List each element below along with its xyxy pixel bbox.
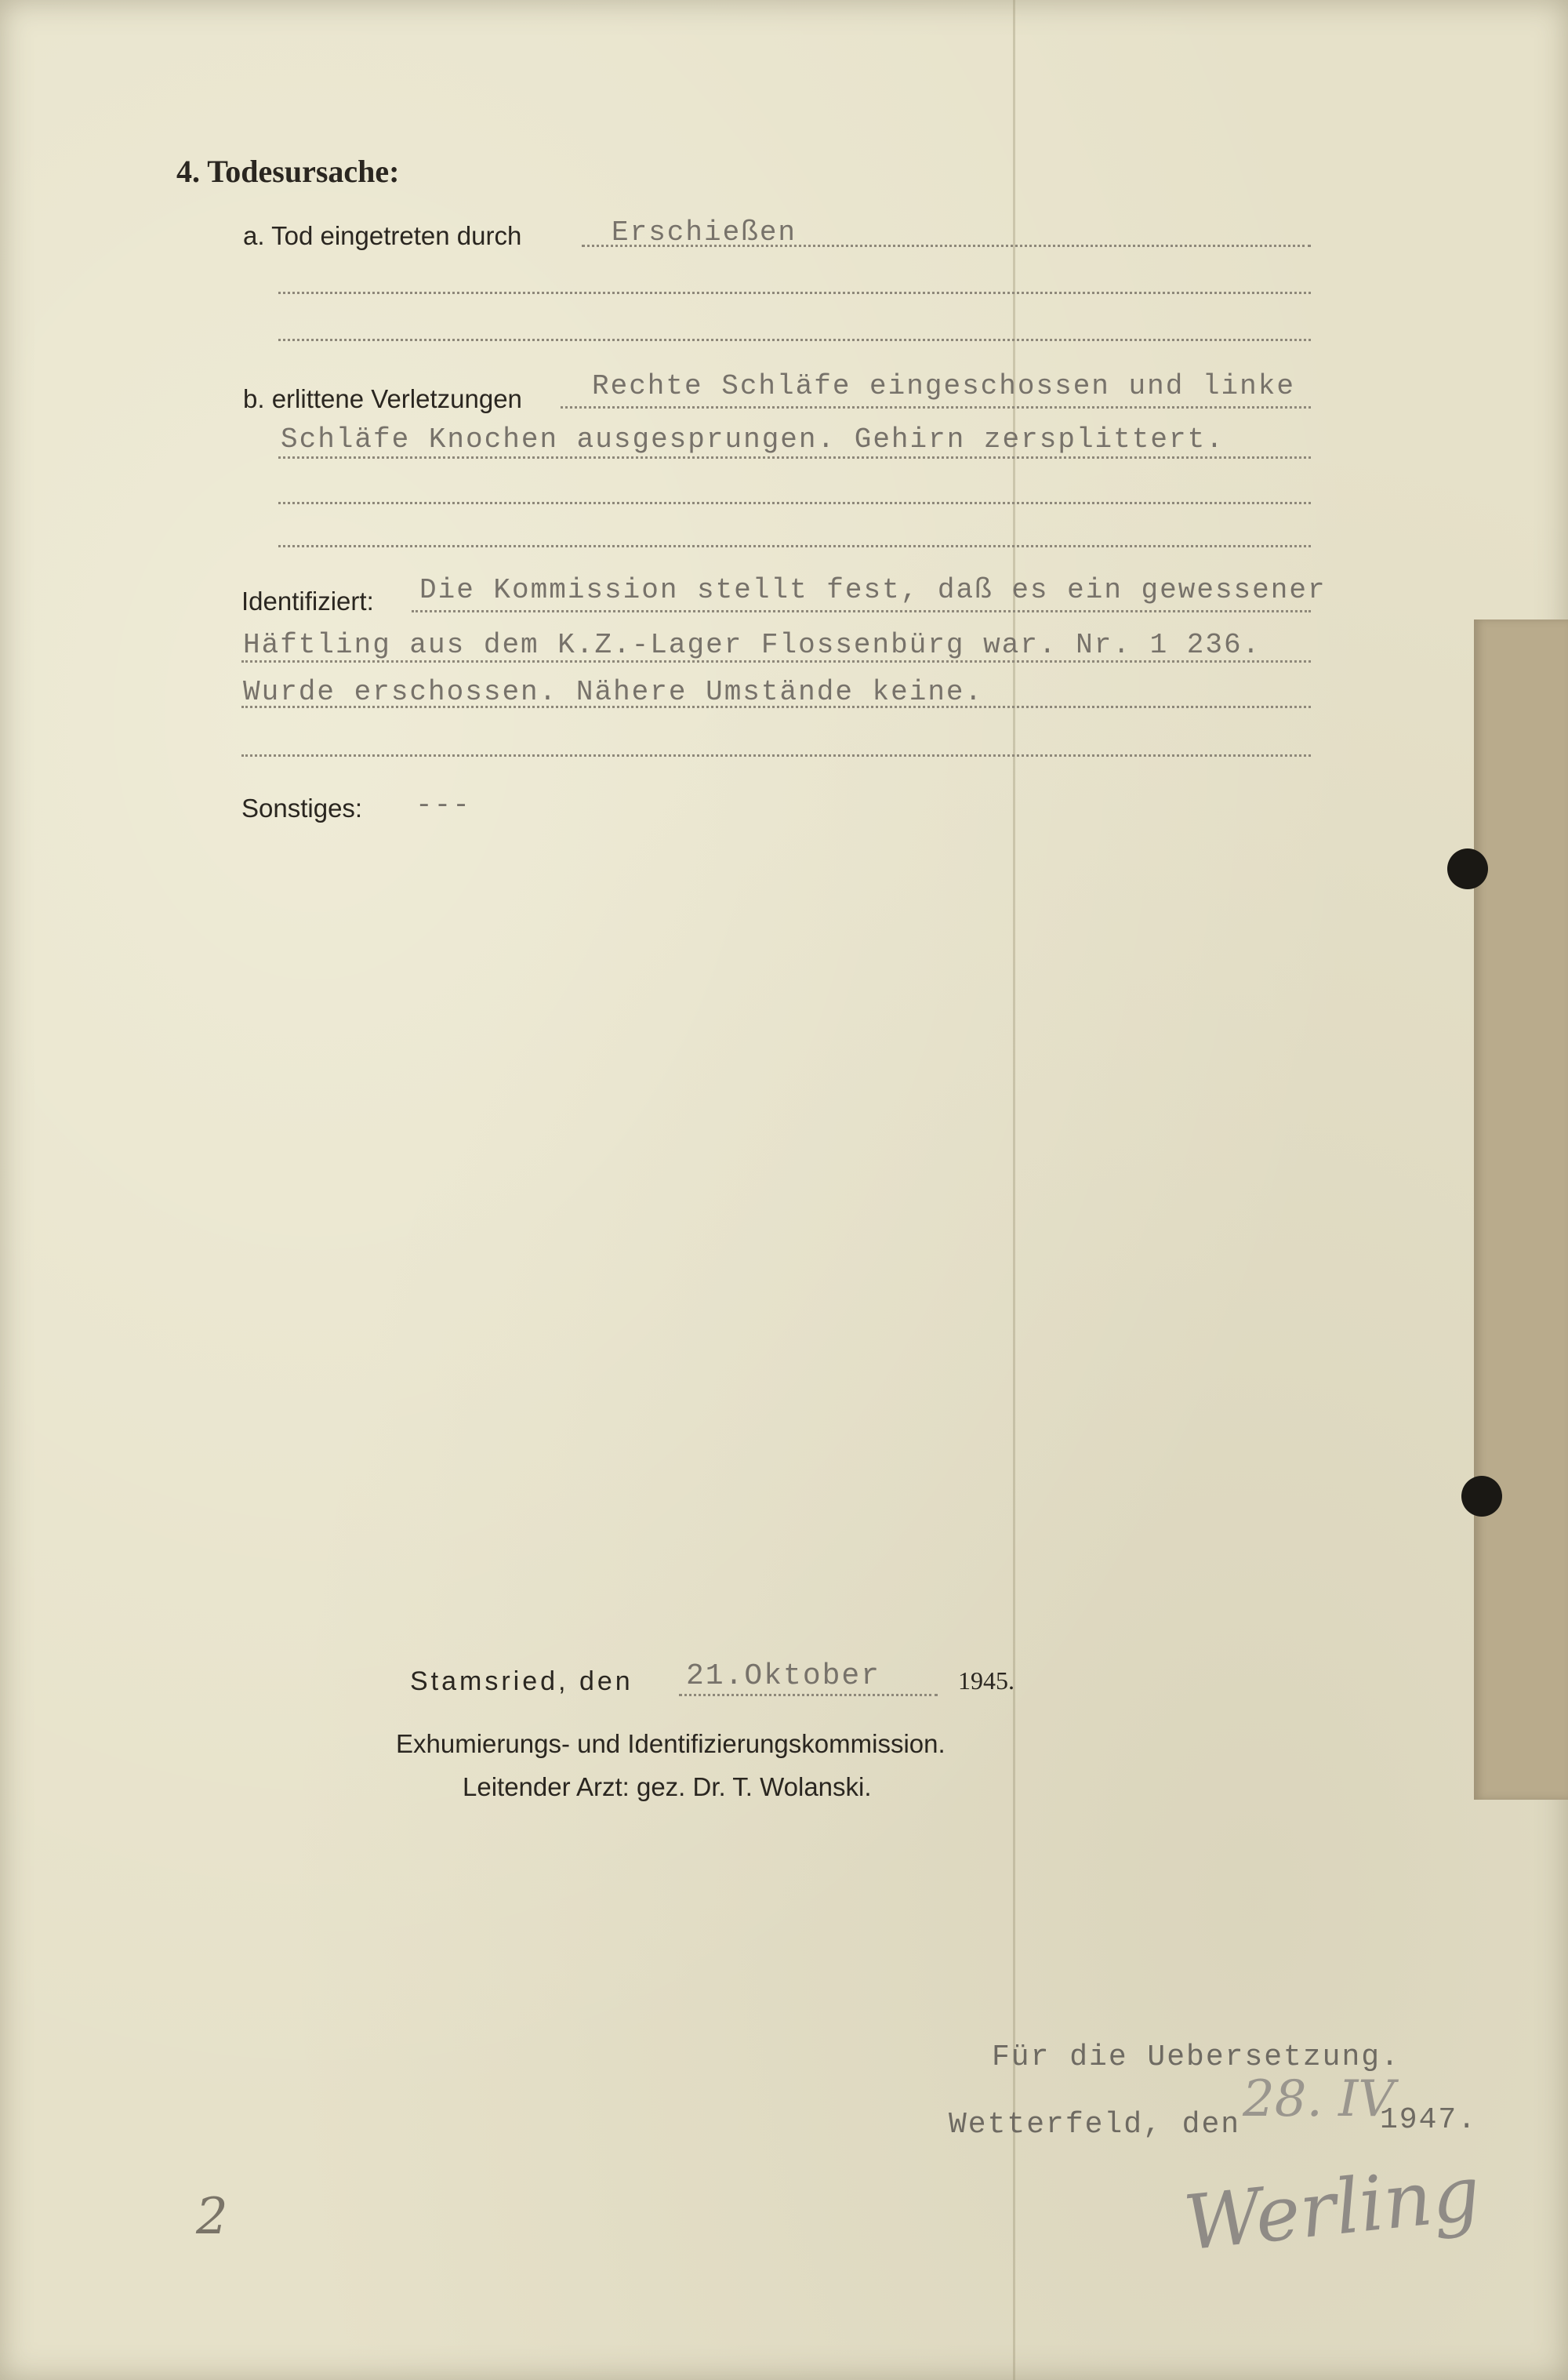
- handwritten-date: 28. IV: [1243, 2070, 1395, 2128]
- section-heading: 4. Todesursache:: [176, 154, 400, 189]
- place-date-year: 1945.: [958, 1666, 1014, 1695]
- page-mark: 2: [196, 2188, 228, 2246]
- place-date-prefix: Stamsried, den: [410, 1666, 633, 1696]
- dotted-line: [412, 610, 1311, 612]
- identified-label: Identifiziert:: [241, 587, 374, 616]
- dotted-line: [278, 339, 1311, 341]
- dotted-line: [278, 545, 1311, 547]
- dotted-line: [278, 292, 1311, 294]
- dotted-line: [561, 406, 1311, 409]
- cause-label: a. Tod eingetreten durch: [243, 221, 522, 250]
- injuries-label: b. erlittene Verletzungen: [243, 384, 522, 413]
- identified-line-3: Wurde erschossen. Nähere Umstände keine.: [243, 676, 984, 708]
- injuries-line-1: Rechte Schläfe eingeschossen und linke: [592, 370, 1295, 402]
- dotted-line: [241, 754, 1311, 757]
- translation-year: 1947.: [1380, 2103, 1478, 2137]
- cause-value: Erschießen: [612, 216, 797, 249]
- identified-line-2: Häftling aus dem K.Z.-Lager Flossenbürg war. Nr. 1 236.: [243, 629, 1261, 661]
- commission-line: Exhumierungs- und Identifizierungskommission.: [396, 1729, 946, 1758]
- dotted-line: [278, 456, 1311, 459]
- dotted-line: [582, 245, 1311, 247]
- binding-flap: [1474, 620, 1568, 1800]
- dotted-line: [679, 1694, 938, 1696]
- dotted-line: [241, 706, 1311, 708]
- signature: Werling: [1180, 2149, 1485, 2268]
- misc-label: Sonstiges:: [241, 794, 363, 823]
- translation-line: Für die Uebersetzung.: [992, 2040, 1400, 2074]
- injuries-line-2: Schläfe Knochen ausgesprungen. Gehirn zersplittert.: [281, 423, 1225, 456]
- doctor-line: Leitender Arzt: gez. Dr. T. Wolanski.: [463, 1772, 872, 1801]
- dotted-line: [278, 502, 1311, 504]
- punch-hole-bottom: [1461, 1476, 1502, 1517]
- dotted-line: [241, 660, 1311, 663]
- place-date-date: 21.Oktober: [686, 1659, 881, 1693]
- punch-hole-top: [1447, 848, 1488, 889]
- identified-line-1: Die Kommission stellt fest, daß es ein gewessener: [419, 574, 1327, 606]
- translation-place: Wetterfeld, den: [949, 2108, 1241, 2142]
- misc-value: ---: [416, 789, 471, 821]
- paper-fold: [1013, 0, 1015, 2380]
